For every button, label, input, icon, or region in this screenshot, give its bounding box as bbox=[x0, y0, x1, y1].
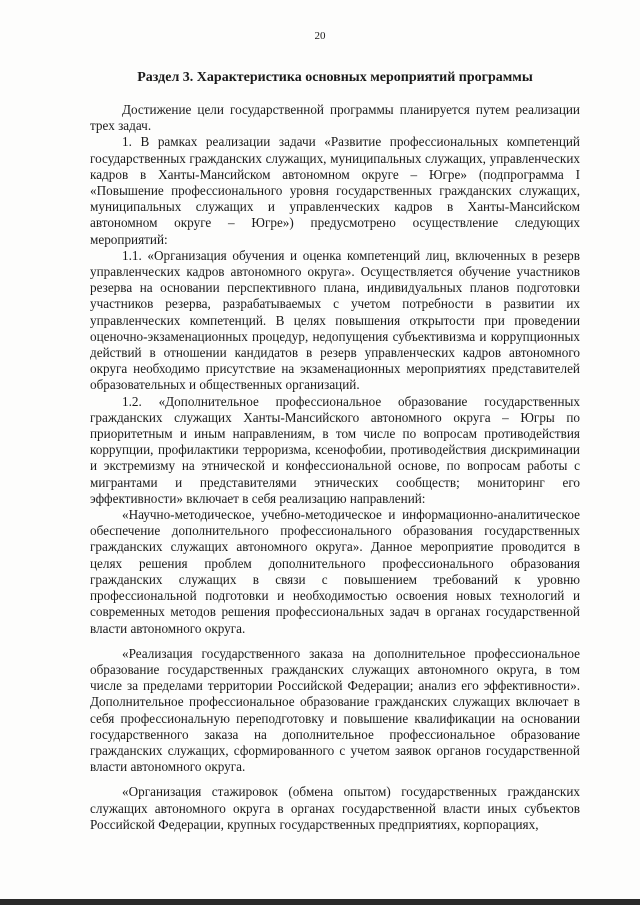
section-title: Раздел 3. Характеристика основных мероприятий программы bbox=[137, 70, 533, 85]
paragraph-task-1: 1. В рамках реализации задачи «Развитие профессиональных компетенций государственных гражданских служащих, муниципальных служащих, управленческих кадров в Ханты-Мансийском автономном округе – Югре» (подпрограмма I «Повышение профессионального уровня государственных гражданских служащих, муниципальных служащих и управленческих кадров в Ханты-Мансийском автономном округе – Югре») предусмотрено осуществление следующих мероприятий: bbox=[90, 134, 580, 247]
paragraph-methodical: «Научно-методическое, учебно-методическое и информационно-аналитическое обеспечение дополнительного профессионального образования государственных гражданских служащих автономного округа». Данное мероприятие проводится в целях решения проблем дополнительного профессионального образования гражданских служащих в связи с повышением требований к уровню профессиональной подготовки и необходимостью освоения новых технологий и современных методов решения профессиональных задач в органах государственной власти автономного округа. bbox=[90, 507, 580, 636]
paragraph-item-1-2: 1.2. «Дополнительное профессиональное образование государственных гражданских служащих Ханты-Мансийского автономного округа – Югры по приоритетным и иным направлениям, в том числе по вопросам противодействия коррупции, профилактики терроризма, ксенофобии, противодействия дискриминации и экстремизму на этнической и конфессиональной основе, по вопросам работы с мигрантами и представителями этнических сообществ; мониторинг его эффективности» включает в себя реализацию направлений: bbox=[90, 393, 580, 506]
page-number: 20 bbox=[314, 30, 326, 42]
scan-bottom-edge bbox=[0, 899, 640, 905]
paragraph-state-order: «Реализация государственного заказа на дополнительное профессиональное образование государственных гражданских служащих автономного округа, в том числе за пределами территории Российской Федерации; анализ его эффективности». Дополнительное профессиональное образование гражданских служащих включает в себя профессиональную переподготовку и повышение квалификации на основании государственного заказа на дополнительное профессиональное образование гражданских служащих, сформированного с учетом заявок органов государственной власти автономного округа. bbox=[90, 645, 580, 775]
paragraph-internships: «Организация стажировок (обмена опытом) государственных гражданских служащих автономного округа в органах государственной власти иных субъектов Российской Федерации, крупных государственных предприятиях, корпорациях, bbox=[90, 784, 580, 832]
paragraph-item-1-1: 1.1. «Организация обучения и оценка компетенций лиц, включенных в резерв управленческих кадров автономного округа». Осуществляется обучение участников резерва на основании перспективного плана, индивидуальных планов подготовки участников резерва, разрабатываемых с учетом потребности в развитии их управленческих компетенций. В целях повышения открытости при проведении оценочно-экзаменационных процедур, недопущения субъективизма и коррупционных действий в отношении кандидатов в резерв управленческих кадров автономного округа необходимо присутствие на экзаменационных мероприятиях представителей образовательных и общественных организаций. bbox=[90, 247, 580, 393]
body-text bbox=[90, 102, 580, 833]
paragraph-intro: Достижение цели государственной программы планируется путем реализации трех задач. bbox=[90, 102, 580, 134]
